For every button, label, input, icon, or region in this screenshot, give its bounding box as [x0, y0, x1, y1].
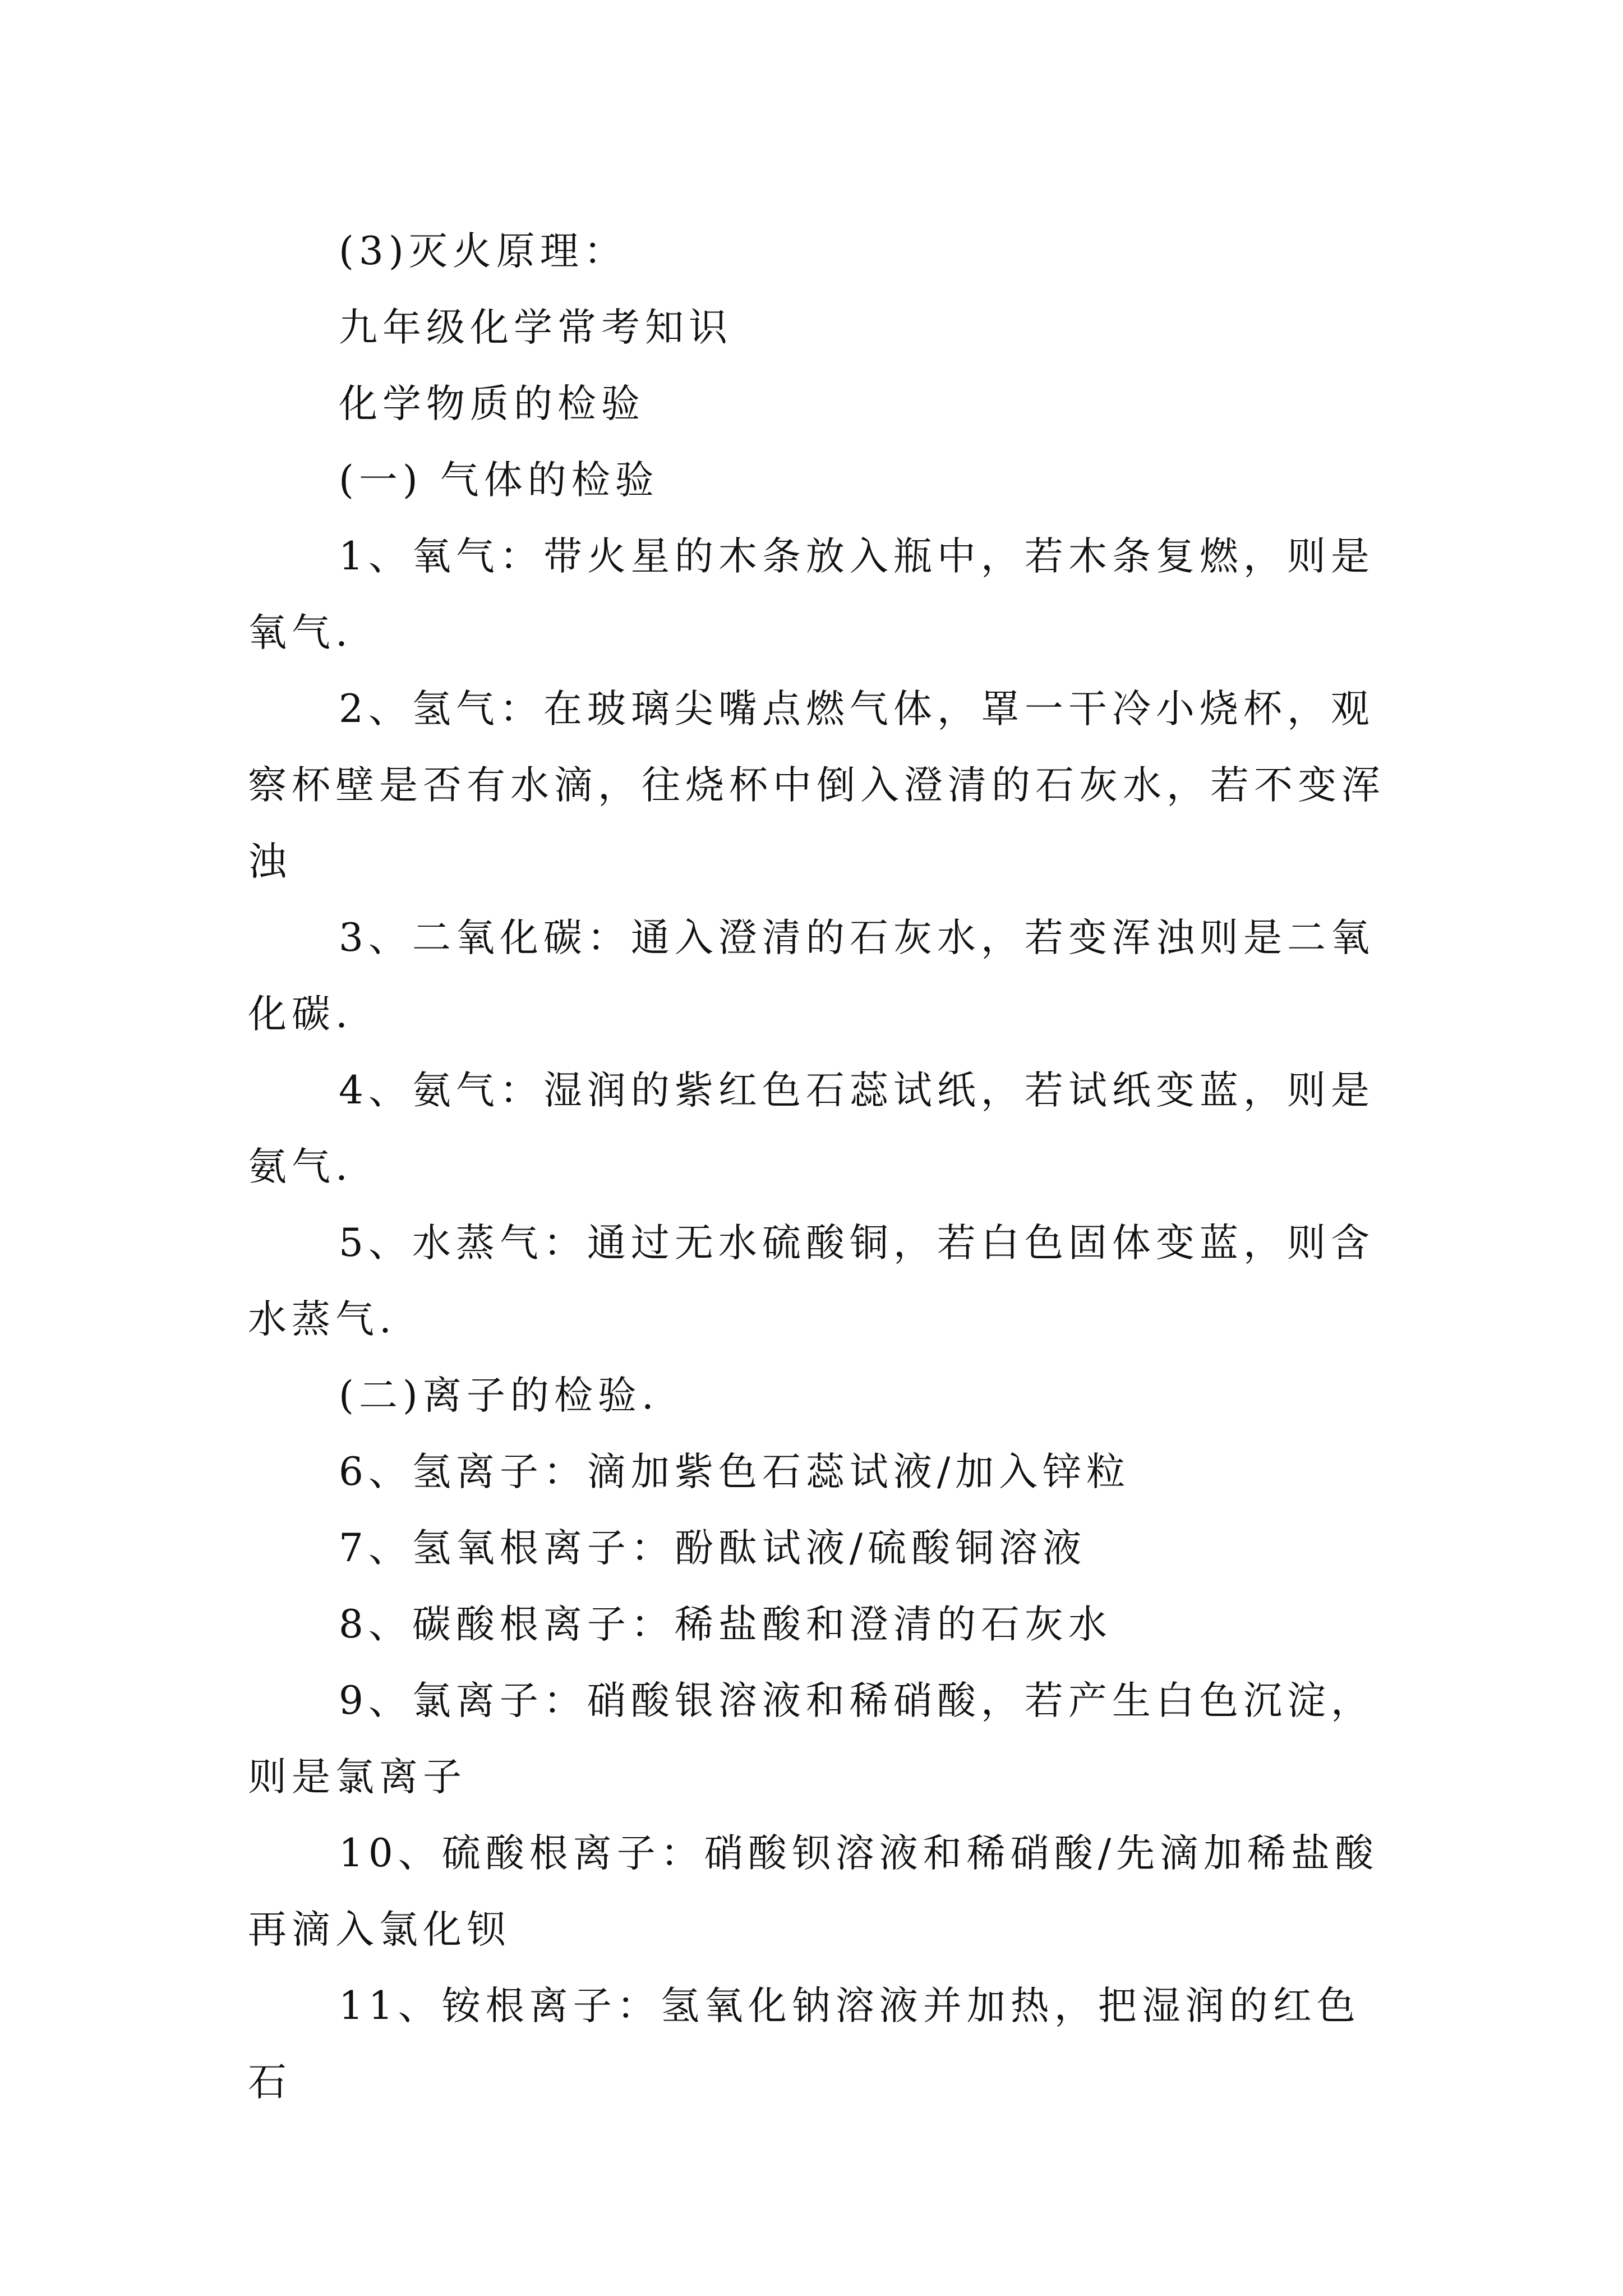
- item-sulfate-ion: 10、硫酸根离子：硝酸钡溶液和稀硝酸/先滴加稀盐酸再滴入氯化钡: [248, 1831, 1379, 1952]
- item-chloride-ion: 9、氯离子：硝酸银溶液和稀硝酸，若产生白色沉淀，则是氯离子: [248, 1678, 1375, 1800]
- item-oxygen: 1、氧气：带火星的木条放入瓶中，若木条复燃，则是氧气.: [248, 534, 1375, 655]
- heading-substance-tests: 化学物质的检验: [339, 381, 645, 426]
- heading-common-knowledge: 九年级化学常考知识: [339, 305, 732, 350]
- heading-ion-tests: (二)离子的检验.: [339, 1373, 659, 1418]
- item-hydrogen: 2、氢气：在玻璃尖嘴点燃气体，罩一干冷小烧杯，观察杯壁是否有水滴，往烧杯中倒入澄清的石灰水，若不变浑浊: [248, 687, 1385, 884]
- item-ammonium-ion: 11、铵根离子：氢氧化钠溶液并加热，把湿润的红色石: [248, 1984, 1361, 2105]
- item-carbon-dioxide: 3、二氧化碳：通入澄清的石灰水，若变浑浊则是二氧化碳.: [248, 915, 1375, 1037]
- item-water-vapor: 5、水蒸气：通过无水硫酸铜，若白色固体变蓝，则含水蒸气.: [248, 1221, 1375, 1342]
- document-body: [248, 213, 1392, 2120]
- item-ammonia: 4、氨气：湿润的紫红色石蕊试纸，若试纸变蓝，则是氨气.: [248, 1068, 1375, 1189]
- item-hydroxide-ion: 7、氢氧根离子：酚酞试液/硫酸铜溶液: [339, 1526, 1087, 1571]
- item-hydrogen-ion: 6、氢离子：滴加紫色石蕊试液/加入锌粒: [339, 1450, 1131, 1494]
- heading-fire-principle: (3)灭火原理：: [339, 229, 628, 274]
- item-carbonate-ion: 8、碳酸根离子：稀盐酸和澄清的石灰水: [339, 1602, 1112, 1647]
- heading-gas-tests: (一) 气体的检验: [339, 458, 659, 503]
